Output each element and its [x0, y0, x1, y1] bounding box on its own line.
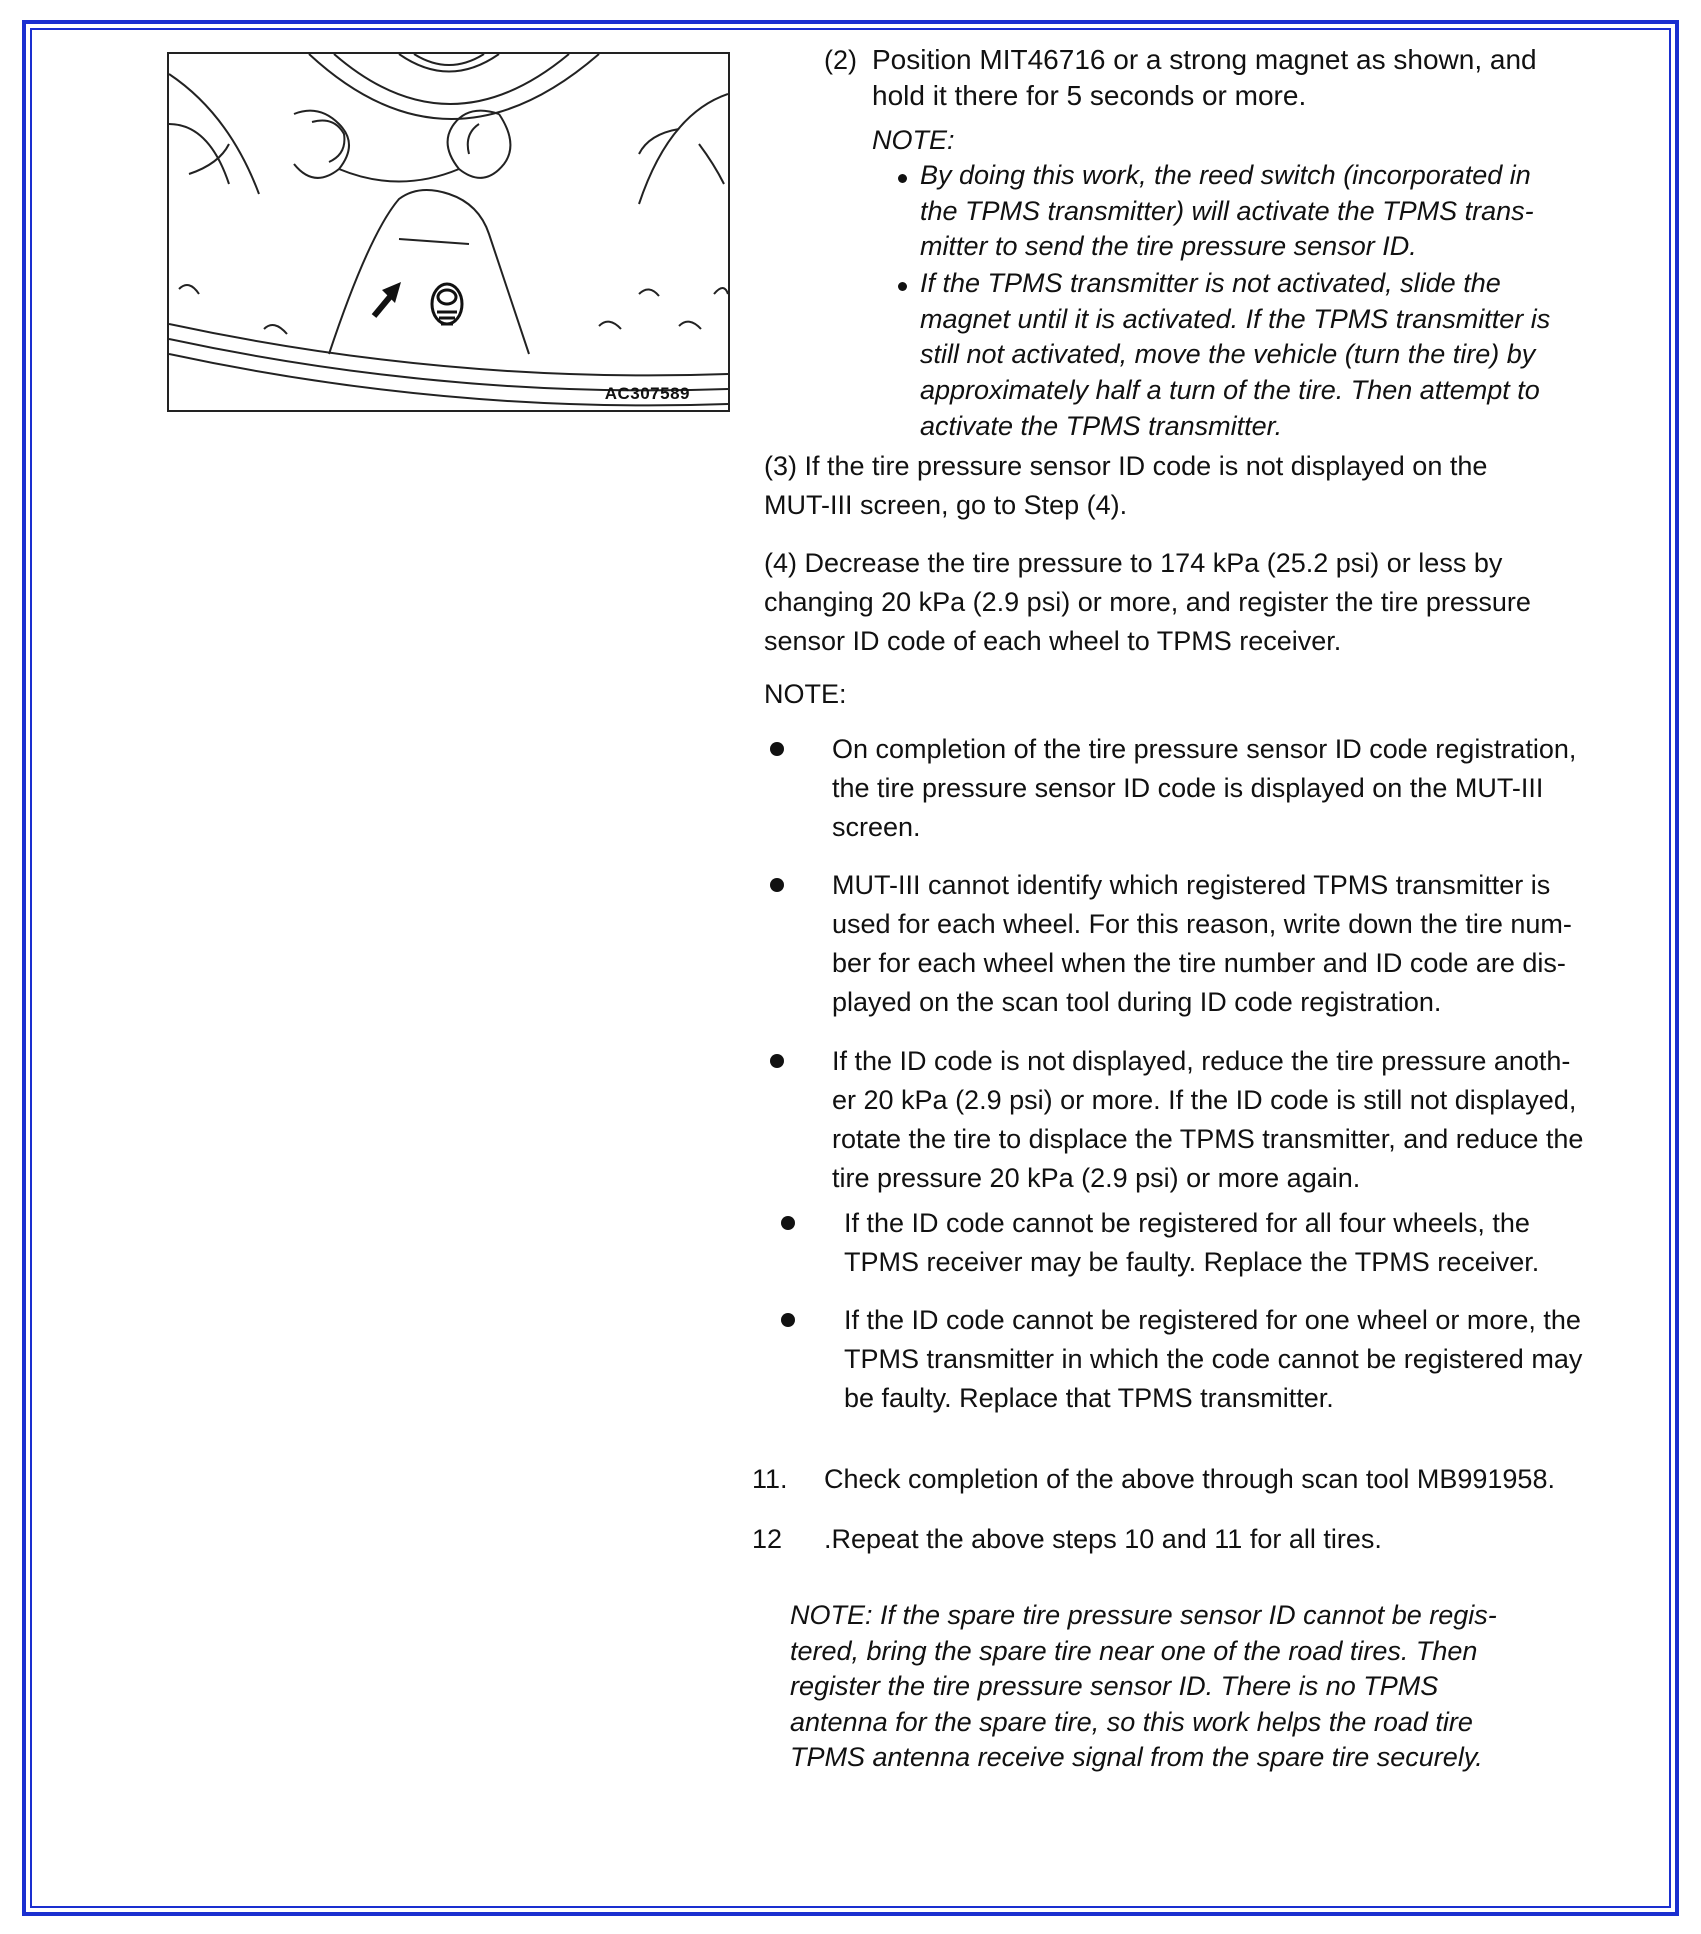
- bullet-dot: [770, 878, 784, 892]
- wheel-drawing-icon: [169, 54, 728, 410]
- note-line: TPMS antenna receive signal from the spare tire securely.: [790, 1742, 1483, 1772]
- step-number: 12: [752, 1524, 783, 1554]
- note-line: played on the scan tool during ID code registration.: [832, 987, 1442, 1017]
- note-line: If the TPMS transmitter is not activated, slide the: [920, 268, 1501, 298]
- note-bullet: [844, 1301, 1582, 1418]
- note-line: On completion of the tire pressure sensor ID code registration,: [832, 734, 1577, 764]
- note-line: screen.: [832, 812, 921, 842]
- step-line: sensor ID code of each wheel to TPMS receiver.: [764, 626, 1342, 656]
- valve-stem-icon: [432, 284, 462, 324]
- note-line: TPMS receiver may be faulty. Replace the TPMS receiver.: [844, 1247, 1540, 1277]
- step-3: [764, 447, 1487, 525]
- final-note: [790, 1598, 1650, 1776]
- step-line: changing 20 kPa (2.9 psi) or more, and register the tire pressure: [764, 587, 1531, 617]
- note-line: the tire pressure sensor ID code is displayed on the MUT-III: [832, 773, 1544, 803]
- step-line: MUT-III screen, go to Step (4).: [764, 490, 1128, 520]
- step-number: (2): [824, 45, 857, 75]
- step-text: Check completion of the above through scan tool MB991958.: [824, 1464, 1555, 1494]
- note-bullet: [920, 266, 1550, 445]
- note-label: NOTE:: [764, 679, 847, 709]
- note-bullet: [844, 1204, 1539, 1282]
- note-line: If the ID code is not displayed, reduce the tire pressure anoth-: [832, 1046, 1571, 1076]
- note-label: NOTE:: [872, 125, 955, 155]
- bullet-dot: [770, 742, 784, 756]
- step-line: (3) If the tire pressure sensor ID code is not displayed on the: [764, 451, 1488, 481]
- step-text: hold it there for 5 seconds or more.: [872, 80, 1307, 111]
- note-line: tire pressure 20 kPa (2.9 psi) or more again.: [832, 1163, 1361, 1193]
- note-bullet: [832, 866, 1572, 1022]
- note-line: the TPMS transmitter) will activate the TPMS trans-: [920, 195, 1534, 226]
- note-line: antenna for the spare tire, so this work helps the road tire: [790, 1706, 1473, 1737]
- bullet-dot: [781, 1216, 795, 1230]
- note-line: still not activated, move the vehicle (turn the tire) by: [920, 339, 1536, 370]
- note-line: If the ID code cannot be registered for all four wheels, the: [844, 1208, 1530, 1238]
- note-line: used for each wheel. For this reason, write down the tire num-: [832, 909, 1572, 939]
- note-line: If the ID code cannot be registered for one wheel or more, the: [844, 1305, 1581, 1335]
- wheel-illustration: [167, 52, 730, 412]
- note-line: be faulty. Replace that TPMS transmitter.: [844, 1383, 1334, 1413]
- step-line: (4) Decrease the tire pressure to 174 kPa (25.2 psi) or less by: [764, 548, 1503, 578]
- note-line: er 20 kPa (2.9 psi) or more. If the ID code is still not displayed,: [832, 1085, 1577, 1115]
- note-line: rotate the tire to displace the TPMS transmitter, and reduce the: [832, 1124, 1584, 1154]
- note-line: NOTE: If the spare tire pressure sensor ID cannot be regis-: [790, 1600, 1497, 1630]
- note-line: tered, bring the spare tire near one of the road tires. Then: [790, 1635, 1478, 1666]
- note-bullet: [832, 730, 1576, 847]
- bullet-dot: [898, 174, 907, 183]
- bullet-dot: [781, 1313, 795, 1327]
- step-text: .Repeat the above steps 10 and 11 for all tires.: [824, 1524, 1382, 1554]
- step-number: 11.: [752, 1464, 788, 1494]
- note-line: approximately half a turn of the tire. Then attempt to: [920, 375, 1540, 406]
- step-4: [764, 544, 1531, 661]
- note-line: activate the TPMS transmitter.: [920, 410, 1283, 441]
- figure-code: AC307589: [604, 384, 690, 403]
- arrow-icon: [374, 282, 401, 316]
- note-line: magnet until it is activated. If the TPMS transmitter is: [920, 303, 1551, 334]
- note-line: By doing this work, the reed switch (incorporated in: [920, 160, 1531, 190]
- bullet-dot: [898, 282, 907, 291]
- note-bullet: [832, 1042, 1583, 1198]
- note-line: mitter to send the tire pressure sensor ID.: [920, 231, 1417, 262]
- note-line: MUT-III cannot identify which registered TPMS transmitter is: [832, 870, 1551, 900]
- note-bullet: [920, 158, 1534, 265]
- bullet-dot: [770, 1054, 784, 1068]
- note-line: register the tire pressure sensor ID. There is no TPMS: [790, 1671, 1439, 1701]
- note-line: TPMS transmitter in which the code cannot be registered may: [844, 1344, 1583, 1374]
- step-text: Position MIT46716 or a strong magnet as shown, and: [872, 44, 1537, 75]
- note-line: ber for each wheel when the tire number and ID code are dis-: [832, 948, 1566, 978]
